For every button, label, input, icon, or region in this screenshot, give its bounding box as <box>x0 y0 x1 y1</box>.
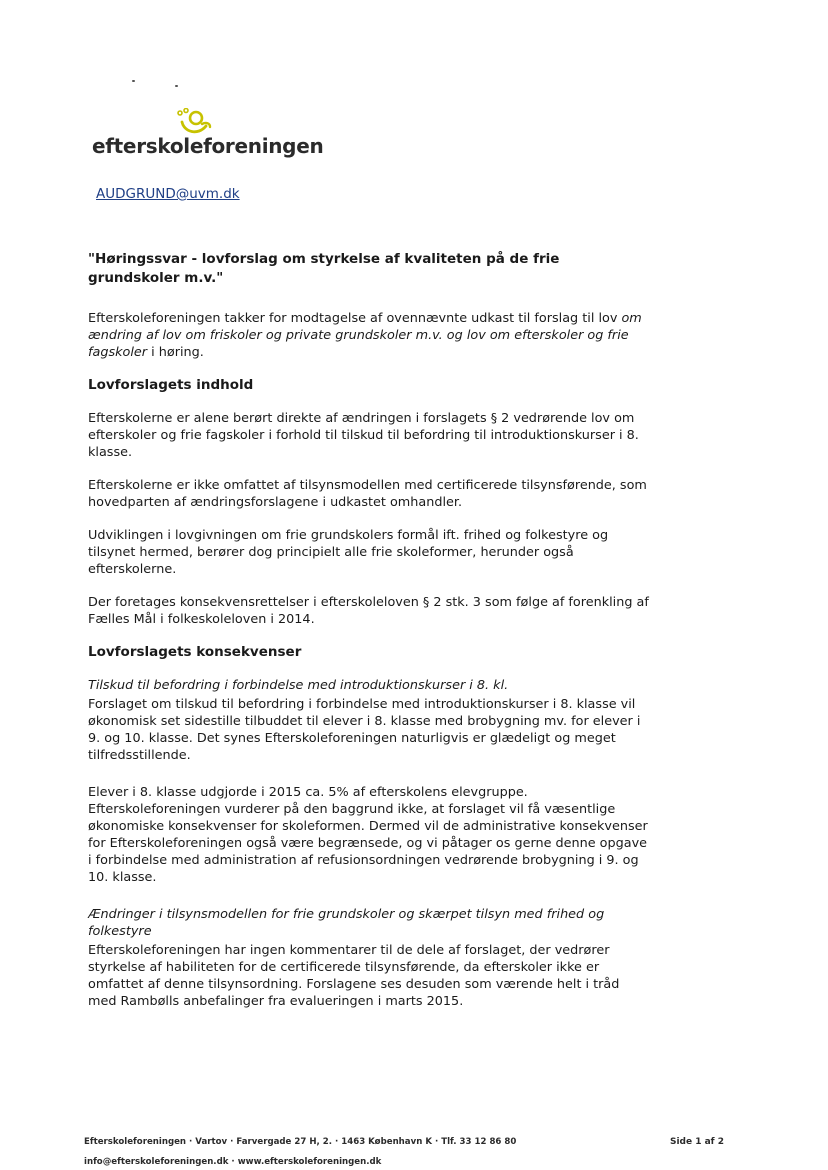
page-footer <box>84 1134 724 1167</box>
section-paragraph: Forslaget om tilskud til befordring i forbindelse med introduktionskurser i 8. klasse vil økonomisk set sidestille tilbuddet til elever i 8. klasse med brobygning mv. for elever i 9. og 10. klasse. Det synes Efterskoleforeningen naturligvis er glædeligt og meget tilfredsstillende. <box>88 697 641 763</box>
subsection-heading: Ændringer i tilsynsmodellen for frie grundskoler og skærpet tilsyn med frihed og folkestyre <box>88 907 605 939</box>
page-number: Side 1 af 2 <box>669 1137 724 1147</box>
scan-speck <box>175 85 178 87</box>
footer-contact: info@efterskoleforeningen.dk · www.efterskoleforeningen.dk <box>84 1157 382 1167</box>
section-paragraph: Udviklingen i lovgivningen om frie grundskolers formål ift. frihed og folkestyre og tilsynet hermed, berører dog principielt alle frie skoleformer, herunder også efterskolerne. <box>88 528 609 577</box>
letter-body <box>88 250 650 1026</box>
logo-wordmark: efterskoleforeningen <box>92 134 324 158</box>
subsection-heading: Tilskud til befordring i forbindelse med introduktionskurser i 8. kl. <box>88 678 509 693</box>
section-paragraph: Elever i 8. klasse udgjorde i 2015 ca. 5% af efterskolens elevgruppe. Efterskoleforeningen vurderer på den baggrund ikke, at forslaget vil få væsentlige økonomiske konsekvenser for skoleformen. Dermed vil de administrative konsekvenser for Efterskoleforeningen også være begrænsede, og vi påtager os gerne denne opgave i forbindelse med administration af refusionsordningen vedrørende brobygning i 9. og 10. klasse. <box>88 785 648 885</box>
intro-text: Efterskoleforeningen takker for modtagelse af ovennævnte udkast til forslag til lov <box>88 311 622 326</box>
section-paragraph: Efterskoleforeningen har ingen kommentarer til de dele af forslaget, der vedrører styrkelse af habiliteten for de certificerede tilsynsførende, da efterskoler ikke er omfattet af denne tilsynsordning. Forslagene ses desuden som værende helt i tråd med Rambølls anbefalinger fra evalueringen i marts 2015. <box>88 943 620 1009</box>
scan-speck <box>132 80 135 82</box>
recipient-email-link[interactable]: AUDGRUND@uvm.dk <box>96 186 240 202</box>
document-title: "Høringssvar - lovforslag om styrkelse af kvaliteten på de frie grundskoler m.v." <box>88 251 560 286</box>
intro-law-title: om ændring af lov om friskoler og private grundskoler m.v. og lov om efterskoler og frie fagskoler <box>88 311 642 360</box>
intro-text-end: i høring. <box>147 345 204 360</box>
footer-address: Efterskoleforeningen · Vartov · Farvergade 27 H, 2. · 1463 København K · Tlf. 33 12 86 80 <box>84 1137 517 1147</box>
section-paragraph: Efterskolerne er ikke omfattet af tilsynsmodellen med certificerede tilsynsførende, som hovedparten af ændringsforslagene i udkastet omhandler. <box>88 478 647 510</box>
section-heading: Lovforslagets indhold <box>88 377 254 393</box>
section-paragraph: Der foretages konsekvensrettelser i efterskoleloven § 2 stk. 3 som følge af forenkling af Fælles Mål i folkeskoleloven i 2014. <box>88 595 649 627</box>
section-heading: Lovforslagets konsekvenser <box>88 644 302 660</box>
intro-paragraph <box>88 310 650 361</box>
section-paragraph: Efterskolerne er alene berørt direkte af ændringen i forslagets § 2 vedrørende lov om efterskoler og frie fagskoler i forhold til tilskud til befordring til introduktionskurser i 8. klasse. <box>88 411 639 460</box>
